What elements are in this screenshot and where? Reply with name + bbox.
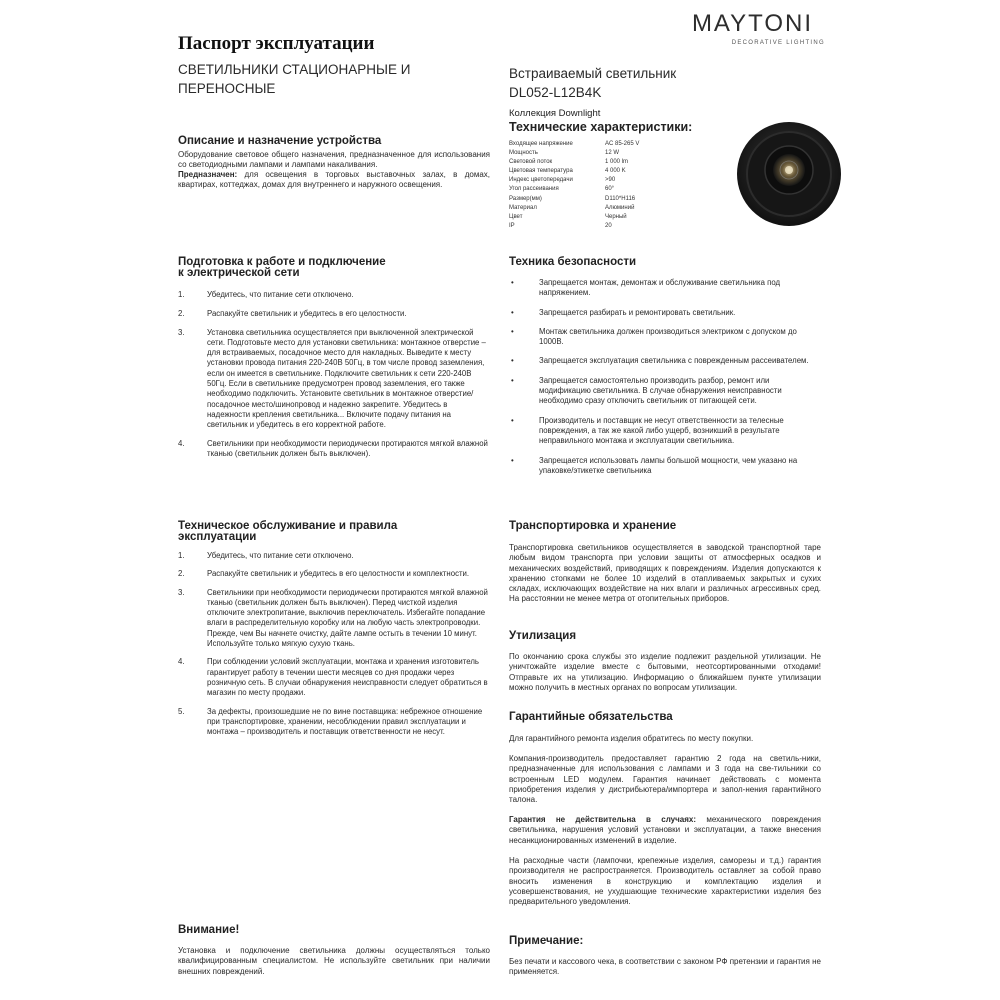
spec-value: 60°	[605, 186, 615, 193]
specs-title: Технические характеристики:	[509, 120, 693, 134]
list-item	[509, 278, 821, 299]
spec-value: D110*H116	[605, 195, 636, 202]
spec-row	[509, 222, 639, 231]
brand-logo	[680, 10, 825, 46]
list-item	[178, 657, 490, 698]
spec-value: 4 000 K	[605, 168, 626, 175]
list-item	[178, 290, 490, 300]
list-text: Запрещается использовать лампы большой мощности, чем указано на упаковке/этикетке светильника	[539, 455, 798, 475]
transport-title: Транспортировка и хранение	[509, 520, 677, 532]
bullet-icon: •	[511, 356, 514, 366]
document-subtitle	[178, 60, 410, 98]
transport-text: Транспортировка светильников осуществляется в заводской транспортной таре любым видом транспорта при условии защиты от атмосферных осадков и механических воздействий, приводящих к повреждениям. Изделия допускаются к хранению стопками не более 10 изделий в отапливаемых закрытых и сухих складах, исключающих воздействие на них влаги и различных агрессивных сред. На расстоянии не менее метра от отопительных приборов.	[509, 543, 821, 604]
list-text: Монтаж светильника должен производиться электриком с допуском до 1000В.	[539, 326, 797, 347]
bullet-icon: •	[511, 326, 514, 336]
warranty-p2: Компания-производитель предоставляет гарантию 2 года на светиль-ники, предназначенные для использования с лампами и 3 года на све-тильники со встроенным LED модулем. Гарантия начинает действовать с момента приобретения изделия у дистрибьютера/импортера и запол-нения гарантийного талона.	[509, 754, 821, 805]
spec-value: Черный	[605, 213, 627, 220]
spec-value: >90	[605, 177, 616, 184]
spec-key: Индекс цветопередачи	[509, 177, 573, 184]
list-item	[509, 356, 821, 366]
list-text: При соблюдении условий эксплуатации, монтажа и хранения изготовитель гарантирует работу в течении шести месяцев со дня продажи через розничную сеть. В случаи обнаружения неисправности следует обратиться в магазин по месту продажи.	[207, 657, 488, 698]
note-text: Без печати и кассового чека, в соответствии с законом РФ претензии и гарантия не применяется.	[509, 957, 821, 977]
description-title: Описание и назначение устройства	[178, 135, 382, 147]
list-number: 1.	[178, 290, 185, 299]
specs-table	[509, 140, 639, 231]
spec-value: 12 W	[605, 150, 620, 157]
list-number: 3.	[178, 587, 185, 597]
warranty-p3	[509, 815, 821, 846]
list-item	[178, 569, 490, 579]
bullet-icon: •	[511, 455, 514, 465]
warranty-exclusions-text: механического повреждения светильника, нарушения условий установки и эксплуатации, а также внесения несанкционированных изменений в изделие.	[509, 815, 822, 845]
list-text: Убедитесь, что питание сети отключено.	[207, 290, 354, 299]
list-item	[509, 416, 821, 447]
spec-row	[509, 176, 639, 185]
subtitle-line-1: СВЕТИЛЬНИКИ СТАЦИОНАРНЫЕ И	[178, 62, 411, 77]
list-item	[178, 309, 490, 319]
subtitle-line-2: ПЕРЕНОСНЫЕ	[178, 81, 276, 96]
list-text: За дефекты, произошедшие не по вине поставщика: небрежное отношение при транспортировке, хранении, несоблюдении правил эксплуатации и монтажа – производитель и поставщик ответственности не несут.	[207, 706, 483, 737]
list-item	[178, 439, 490, 460]
preparation-title-line-1: Подготовка к работе и подключение	[178, 256, 386, 268]
bullet-icon: •	[511, 278, 514, 287]
spec-key: Угол рассеивания	[509, 186, 559, 193]
list-text: Распакуйте светильник и убедитесь в его целостности и комплектности.	[207, 569, 470, 579]
list-item	[509, 308, 821, 318]
spec-row	[509, 213, 639, 222]
list-text: Светильники при необходимости периодически протираются мягкой влажной тканью (светильник должен быть выключен).	[207, 438, 488, 458]
logo-tagline: DECORATIVE LIGHTING	[731, 40, 825, 46]
list-number: 1.	[178, 551, 185, 560]
note-title: Примечание:	[509, 935, 584, 947]
list-text: Распакуйте светильник и убедитесь в его целостности.	[207, 309, 407, 319]
spec-key: IP	[509, 222, 515, 229]
purpose-label: Предназначен:	[178, 170, 238, 179]
list-text: Запрещается эксплуатация светильника с поврежденным рассеивателем.	[539, 356, 809, 366]
attention-title: Внимание!	[178, 924, 240, 936]
spec-value: 1 000 lm	[605, 159, 629, 166]
logo-wordmark: MAYTONI	[691, 10, 814, 37]
purpose-text: для освещения в торговых выставочных залах, в домах, квартирах, коттеджах, домах для внутреннего и наружного освещения.	[178, 170, 490, 190]
safety-title: Техника безопасности	[509, 256, 637, 268]
spec-row	[509, 195, 639, 204]
safety-list	[509, 278, 821, 485]
purpose-paragraph	[178, 170, 490, 191]
list-number: 2.	[178, 309, 185, 319]
downlight-icon	[733, 118, 845, 230]
spec-value: 20	[605, 222, 612, 229]
list-item	[178, 707, 490, 738]
maintenance-title-line-1: Техническое обслуживание и правила	[178, 520, 398, 532]
warranty-exclusions-label: Гарантия не действительна в случаях:	[509, 815, 696, 824]
preparation-list	[178, 290, 490, 467]
list-item	[178, 328, 490, 431]
product-type: Встраиваемый светильник	[509, 66, 677, 81]
spec-row	[509, 149, 639, 158]
spec-key: Материал	[509, 204, 537, 211]
list-text: Запрещается самостоятельно производить разбор, ремонт или модификацию светильника. В случае обнаружения неисправности необходимо сразу отключить светильник от питающей сети.	[539, 375, 782, 406]
list-number: 2.	[178, 569, 185, 579]
warranty-title: Гарантийные обязательства	[509, 711, 673, 723]
bullet-icon: •	[511, 415, 514, 425]
spec-value: AC 85-265 V	[605, 141, 640, 147]
maintenance-title	[178, 521, 397, 543]
list-text: Убедитесь, что питание сети отключено.	[207, 551, 354, 560]
list-text: Запрещается разбирать и ремонтировать светильник.	[539, 307, 736, 317]
list-item	[178, 551, 490, 561]
spec-row	[509, 158, 639, 167]
list-item	[509, 327, 821, 348]
preparation-title	[178, 257, 386, 279]
list-text: Светильники при необходимости периодически протираются мягкой влажной тканью (светильник должен быть выключен). Перед чисткой изделия отключите электропитание, выключив переключатель. Избегайте попадание влаги в распределительную коробку или на любую часть электропроводки. Прежде, чем Вы начнете очистку, дайте лампе остыть в течении 10 минут. Используйте только мягкую сухую ткань.	[207, 587, 488, 649]
spec-key: Цветовая температура	[509, 168, 573, 175]
list-text: Запрещается монтаж, демонтаж и обслуживание светильника под напряжением.	[539, 278, 781, 298]
list-item	[178, 588, 490, 650]
description-text: Оборудование световое общего назначения, предназначенное для использования со светодиодными лампами и лампами накаливания.	[178, 150, 490, 170]
spec-row	[509, 185, 639, 194]
list-number: 4.	[178, 657, 185, 667]
warranty-p1: Для гарантийного ремонта изделия обратитесь по месту покупки.	[509, 734, 754, 743]
spec-row	[509, 204, 639, 213]
list-text: Установка светильника осуществляется при выключенной электрической сети. Подготовьте место для установки светильника: монтажное отверстие – для встраиваемых, посадочное место для накладных. Выведите к месту установки провода питания 220-240В 50Гц, в том числе провод заземления, если он имеется в светильнике. Подключите светильник к сети 220-240В 50Гц. Если в светильнике предусмотрен провод заземления, его также необходимо подключить. Установите светильник в монтажное отверстие/посадочное место/шинопровод и надежно закрепите. Убедитесь в надежности крепления светильника... Включите подачу питания на светильник и убедитесь в его корректной работе.	[207, 327, 486, 430]
bullet-icon: •	[511, 375, 514, 385]
spec-key: Мощность	[509, 150, 538, 157]
list-item	[509, 456, 821, 477]
maintenance-title-line-2: эксплуатации	[178, 531, 257, 543]
spec-key: Световой поток	[509, 159, 553, 166]
spec-key: Размер(мм)	[509, 195, 542, 202]
attention-text: Установка и подключение светильника должны осуществляться только квалифицированным специалистом. Не используйте светильник при наличии внешних повреждений.	[178, 946, 490, 976]
spec-value: Алюминий	[605, 204, 635, 211]
list-number: 3.	[178, 327, 185, 337]
bullet-icon: •	[511, 307, 514, 317]
list-number: 4.	[178, 438, 185, 448]
warranty-p4: На расходные части (лампочки, крепежные изделия, саморезы и т.д.) гарантия производителя не распространяется. Производитель оставляет за собой право вносить изменения в конструкцию и комплектацию изделия и усовершенствования, не ухудшающие технические характеристики изделия без предварительного уведомления.	[509, 856, 821, 907]
spec-row	[509, 167, 639, 176]
spec-key: Цвет	[509, 213, 523, 220]
spec-key: Входящее напряжение	[509, 141, 573, 147]
product-code: DL052-L12B4K	[509, 85, 602, 100]
document-title: Паспорт эксплуатации	[178, 33, 375, 54]
collection-label: Коллекция Downlight	[509, 108, 601, 119]
product-heading	[509, 64, 676, 102]
disposal-text: По окончанию срока службы это изделие подлежит раздельной утилизации. Не уничтожайте изделие вместе с бытовыми, неотсортированными отходами! Отправьте их на утилизацию. Информацию о ближайшем пункте утилизации можно получить в местных органах по вопросам утилизации.	[509, 652, 821, 692]
product-image	[733, 118, 845, 235]
list-text: Производитель и поставщик не несут ответственности за телесные повреждения, а так же какой либо ущерб, возникший в результате неправильного монтажа и эксплуатации светильника.	[539, 415, 784, 446]
list-item	[509, 376, 821, 407]
disposal-title: Утилизация	[509, 630, 577, 642]
maintenance-list	[178, 551, 490, 745]
spec-row	[509, 140, 639, 149]
list-number: 5.	[178, 706, 185, 716]
preparation-title-line-2: к электрической сети	[178, 267, 300, 279]
